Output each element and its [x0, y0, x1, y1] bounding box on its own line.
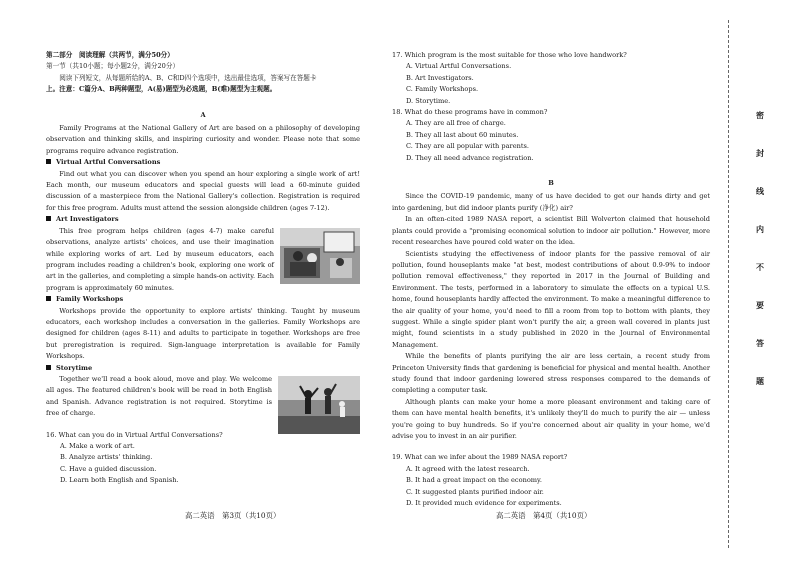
passage-b-para-1: Since the COVID-19 pandemic, many of us have decided to get our hands dirty and get into gardening, but did indoor plants purify (净化) air? [392, 192, 710, 212]
binding-char: 要 [756, 300, 764, 310]
passage-b-para-5: Although plants can make your home a more pleasant environment and taking care of them can have mental health benefits, it's unlikely they'll do much to purify the air — unless you're going to buy hundreds. So if you're concerned about air quality in your home, we'd advise you to invest in an air purifier. [392, 397, 710, 440]
page-footer-right: 高二英语 第4页（共10页） [496, 511, 592, 520]
photo-storytime-dance [278, 376, 360, 434]
passage-b-label: B [548, 179, 554, 188]
square-bullet-icon [46, 365, 51, 370]
section-art-investigators: Art Investigators [46, 214, 360, 225]
binding-char: 不 [756, 262, 764, 272]
square-bullet-icon [46, 216, 51, 221]
section-virtual-artful: Virtual Artful Conversations [46, 157, 360, 168]
question-16-option: A. Make a work of art. [60, 442, 135, 450]
square-bullet-icon [46, 159, 51, 164]
passage-b-para-2: In an often-cited 1989 NASA report, a scientist Bill Wolverton claimed that household plants could provide a "promising economical solution to indoor air pollution." However, more recent researches have poured cold water on the idea. [392, 215, 710, 247]
binding-char: 线 [756, 186, 764, 196]
question-19-option: B. It had a great impact on the economy. [406, 476, 542, 485]
question-19: 19. What can we infer about the 1989 NASA report? [392, 453, 568, 462]
question-17-option: B. Art Investigators. [406, 73, 474, 82]
photo-children-gallery [280, 228, 360, 284]
question-18-option: A. They are all free of charge. [406, 119, 506, 128]
section-family-workshops-text: Workshops provide the opportunity to explore artists' thinking. Taught by museum educators, each workshop includes a conversation in the galleries. Family Workshops are designed for children (ages 8-11) and adults to participate in together. Workshops are free but preregistration is required. Sign-language interpretation is available for Family Workshops. [46, 306, 360, 361]
binding-char: 内 [756, 224, 764, 234]
subsection-heading: 第一节（共10小题；每小题2分，满分20分） [46, 62, 180, 71]
section-family-workshops: Family Workshops [46, 294, 360, 305]
question-17: 17. Which program is the most suitable for those who love handwork? [392, 51, 627, 59]
binding-char: 答 [756, 338, 764, 348]
question-16-option: B. Analyze artists' thinking. [60, 453, 153, 462]
binding-char: 封 [756, 148, 764, 158]
question-18: 18. What do these programs have in common? [392, 108, 548, 117]
question-19-option: D. It provided much evidence for experiments. [406, 499, 562, 508]
question-18-option: B. They all last about 60 minutes. [406, 130, 519, 139]
question-17-option: D. Storytime. [406, 96, 451, 105]
binding-char: 密 [756, 110, 764, 120]
question-18-option: D. They all need advance registration. [406, 153, 534, 162]
section-storytime: Storytime [46, 363, 360, 374]
binding-char: 题 [756, 376, 764, 386]
passage-a-intro: Family Programs at the National Gallery of Art are based on a philosophy of developing observation and thinking skills, and inspiring curiosity and wonder. Please note that some programs require advance registration. [46, 124, 360, 155]
right-column [392, 50, 710, 509]
question-17-option: A. Virtual Artful Conversations. [406, 62, 512, 71]
question-18-option: C. They are all popular with parents. [406, 142, 529, 151]
instructions-line-2: 上。注意：C篇分A、B两种题型，A(易)题型为必选题，B(难)题型为主观题。 [46, 85, 277, 94]
photo-storytime-dance-icon [278, 376, 360, 434]
section-art-investigators-text: This free program helps children (ages 4-7) make careful observations, analyze artists' choices, and use their imagination while exploring works of art. Led by museum educators, each program includes reading a children's book, exploring one work of art in the galleries, and completing a simple hands-on activity. Each program is approximately 60 minutes. [46, 226, 274, 292]
question-19-option: A. It agreed with the latest research. [406, 464, 530, 473]
section-heading: 第二部分 阅读理解（共两节，满分50分） [46, 51, 174, 59]
question-19-option: C. It suggested plants purified indoor air. [406, 487, 544, 496]
square-bullet-icon [46, 296, 51, 301]
question-16-option: C. Have a guided discussion. [60, 464, 157, 473]
seal-line-divider [728, 20, 729, 548]
question-16-option: D. Learn both English and Spanish. [60, 476, 179, 485]
passage-a-label: A [200, 110, 206, 119]
instructions-line-1: 阅读下列短文，从每题所给的A、B、C和D四个选项中，选出最佳选项，答案写在答题卡 [59, 73, 317, 82]
section-virtual-artful-text: Find out what you can discover when you spend an hour exploring a single work of art! Each month, our museum educators and special guests will lead a 60-minute guided discussion of a masterpiece from the National Gallery's collection. Registration is required for this free program. Adults must attend the session alongside children (ages 7-12). [46, 169, 360, 212]
left-column [46, 50, 360, 487]
photo-children-gallery-icon [280, 228, 360, 284]
question-17-option: C. Family Workshops. [406, 85, 479, 94]
section-storytime-text: Together we'll read a book aloud, move and play. We welcome all ages. The featured children's book will be read in both English and Spanish. Advance registration is not required. Storytime is free of charge. [46, 374, 272, 418]
page-footer-left: 高二英语 第3页（共10页） [185, 511, 281, 520]
passage-b-para-3: Scientists studying the effectiveness of indoor plants for the passive removal of air pollution, found houseplants make "at best, modest contributions of about 0.9-9% to indoor pollution removal effectiveness," they reported in 2017 in the Journal of Building and Environment. The tests, performed in a laboratory to simulate the effects on a typical U.S. home, found houseplants hardly affected the environment. To make a meaningful difference to the air quality of your home, you'd need to fill a room from top to bottom with plants, they suggest. While a single spider plant won't purify the air, a green wall covered in plants just might, found scientists in a study published in 2020 in the Journal of Environmental Management. [392, 249, 710, 349]
passage-b-para-4: While the benefits of plants purifying the air are less certain, a recent study from Princeton University finds that gardening is beneficial for physical and mental health. Another study found that indoor gardening lowered stress responses compared to the demands of completing a computer task. [392, 352, 710, 395]
question-16: 16. What can you do in Virtual Artful Conversations? [46, 430, 223, 439]
